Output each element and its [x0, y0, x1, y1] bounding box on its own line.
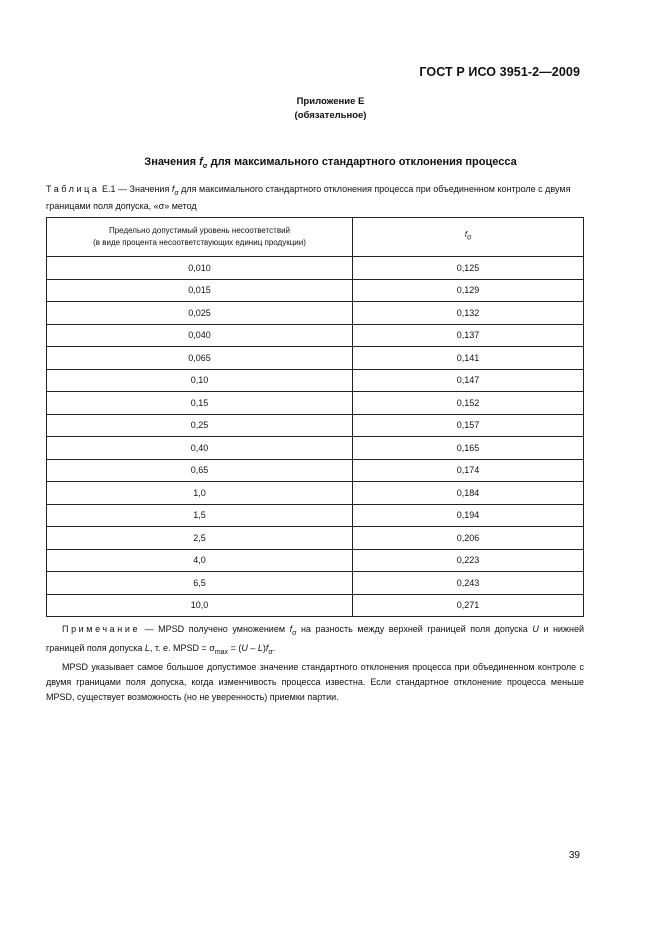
page-number: 39 [568, 850, 580, 861]
section-title-part1: Значения [144, 156, 200, 168]
fsigma-cell: 0,125 [353, 257, 584, 280]
aql-cell: 6,5 [47, 572, 353, 595]
note-p1-f: – [247, 642, 258, 653]
aql-cell: 1,0 [47, 482, 353, 505]
note-p1-L2: L [257, 642, 263, 653]
table-row [47, 369, 584, 392]
table-caption-text-after: для максимального стандартного отклонения процесса при объединенном контроле с двумя границами поля допуска, «σ» метод [46, 184, 571, 211]
fsigma-cell: 0,271 [353, 594, 584, 617]
aql-cell: 0,025 [47, 302, 353, 325]
aql-cell: 0,065 [47, 347, 353, 370]
section-title-symbol-sub: σ [202, 163, 208, 171]
table-row [47, 302, 584, 325]
aql-cell: 0,40 [47, 437, 353, 460]
table-row [47, 527, 584, 550]
fsigma-cell: 0,137 [353, 324, 584, 347]
note-p1-sym2-sub: σ [268, 648, 273, 656]
fsigma-table [46, 217, 584, 617]
note-p1-U2: U [241, 642, 248, 653]
table-caption-symbol: f [171, 184, 175, 194]
fsigma-cell: 0,165 [353, 437, 584, 460]
appendix-status: (обязательное) [294, 110, 367, 121]
note-p1-b: на разность между верхней границей поля допуска [296, 624, 533, 634]
table-row [47, 279, 584, 302]
fsigma-cell: 0,184 [353, 482, 584, 505]
table-header-aql-line2: (в виде процента несоответствующих единиц продукции) [93, 238, 306, 247]
appendix-title: Приложение Е [296, 96, 365, 107]
table-row [47, 324, 584, 347]
note-paragraph-2: MPSD указывает самое большое допустимое значение стандартного отклонения процесса при объединенном контроле с двумя границами поля допуска, когда изменчивость процесса известна. Если стандартное отклонение процесса меньше MPSD, существует возможность (но не уверенность) приемки партии. [46, 661, 584, 702]
aql-cell: 1,5 [47, 504, 353, 527]
table-row [47, 482, 584, 505]
table-row [47, 549, 584, 572]
note [46, 622, 584, 705]
note-p1-L: L [144, 642, 150, 653]
aql-cell: 4,0 [47, 549, 353, 572]
note-p1-sym: f [289, 624, 293, 634]
table-caption-text-before: Значения [127, 184, 172, 194]
table-header-fsigma [353, 218, 584, 257]
table-caption-symbol-sub: σ [174, 189, 179, 197]
note-label: Примечание [62, 624, 141, 634]
fsigma-cell: 0,132 [353, 302, 584, 325]
note-p1-sym-sub: σ [292, 629, 297, 637]
fsigma-cell: 0,223 [353, 549, 584, 572]
table-header-aql-line1: Предельно допустимый уровень несоответствий [108, 226, 291, 235]
note-paragraph-1 [46, 622, 584, 660]
table-header-row [47, 218, 584, 257]
fsigma-cell: 0,174 [353, 459, 584, 482]
table-row [47, 257, 584, 280]
section-title-part2: для максимального стандартного отклонения процесса [207, 156, 517, 168]
aql-cell: 2,5 [47, 527, 353, 550]
note-p1-U: U [532, 624, 539, 634]
note-p1-a: — MPSD получено умножением [140, 624, 290, 634]
fsigma-cell: 0,129 [353, 279, 584, 302]
aql-cell: 10,0 [47, 594, 353, 617]
note-p1-c: и нижней границей поля допуска [46, 624, 584, 653]
table-row [47, 414, 584, 437]
fsigma-cell: 0,157 [353, 414, 584, 437]
table-row [47, 504, 584, 527]
table-row [47, 594, 584, 617]
aql-cell: 0,65 [47, 459, 353, 482]
fsigma-cell: 0,206 [353, 527, 584, 550]
table-caption-label: Таблица [46, 184, 100, 194]
table-caption [46, 183, 586, 213]
note-p1-d: , т. е. MPSD = σ [149, 642, 215, 653]
note-p1-sym2: f [265, 642, 269, 653]
aql-cell: 0,015 [47, 279, 353, 302]
aql-cell: 0,25 [47, 414, 353, 437]
fsigma-cell: 0,152 [353, 392, 584, 415]
note-p1-e: = ( [228, 642, 242, 653]
aql-cell: 0,010 [47, 257, 353, 280]
table-header-fsigma-symbol: f [464, 230, 467, 240]
fsigma-cell: 0,194 [353, 504, 584, 527]
table-row [47, 437, 584, 460]
table-caption-number: Е.1 — [102, 184, 128, 194]
note-p1-max: max [214, 648, 229, 656]
table-header-aql [47, 218, 353, 257]
table-body [47, 257, 584, 617]
section-title [0, 156, 661, 170]
fsigma-cell: 0,141 [353, 347, 584, 370]
table-row [47, 392, 584, 415]
table-row [47, 347, 584, 370]
table-header-fsigma-sub: σ [466, 234, 472, 242]
aql-cell: 0,040 [47, 324, 353, 347]
document-id: ГОСТ Р ИСО 3951-2—2009 [419, 65, 580, 79]
aql-cell: 0,15 [47, 392, 353, 415]
table-row [47, 459, 584, 482]
aql-cell: 0,10 [47, 369, 353, 392]
section-title-symbol: f [199, 156, 203, 168]
table-row [47, 572, 584, 595]
fsigma-cell: 0,147 [353, 369, 584, 392]
note-p1-g: ) [262, 642, 266, 653]
note-p1-h: . [272, 642, 276, 653]
fsigma-cell: 0,243 [353, 572, 584, 595]
